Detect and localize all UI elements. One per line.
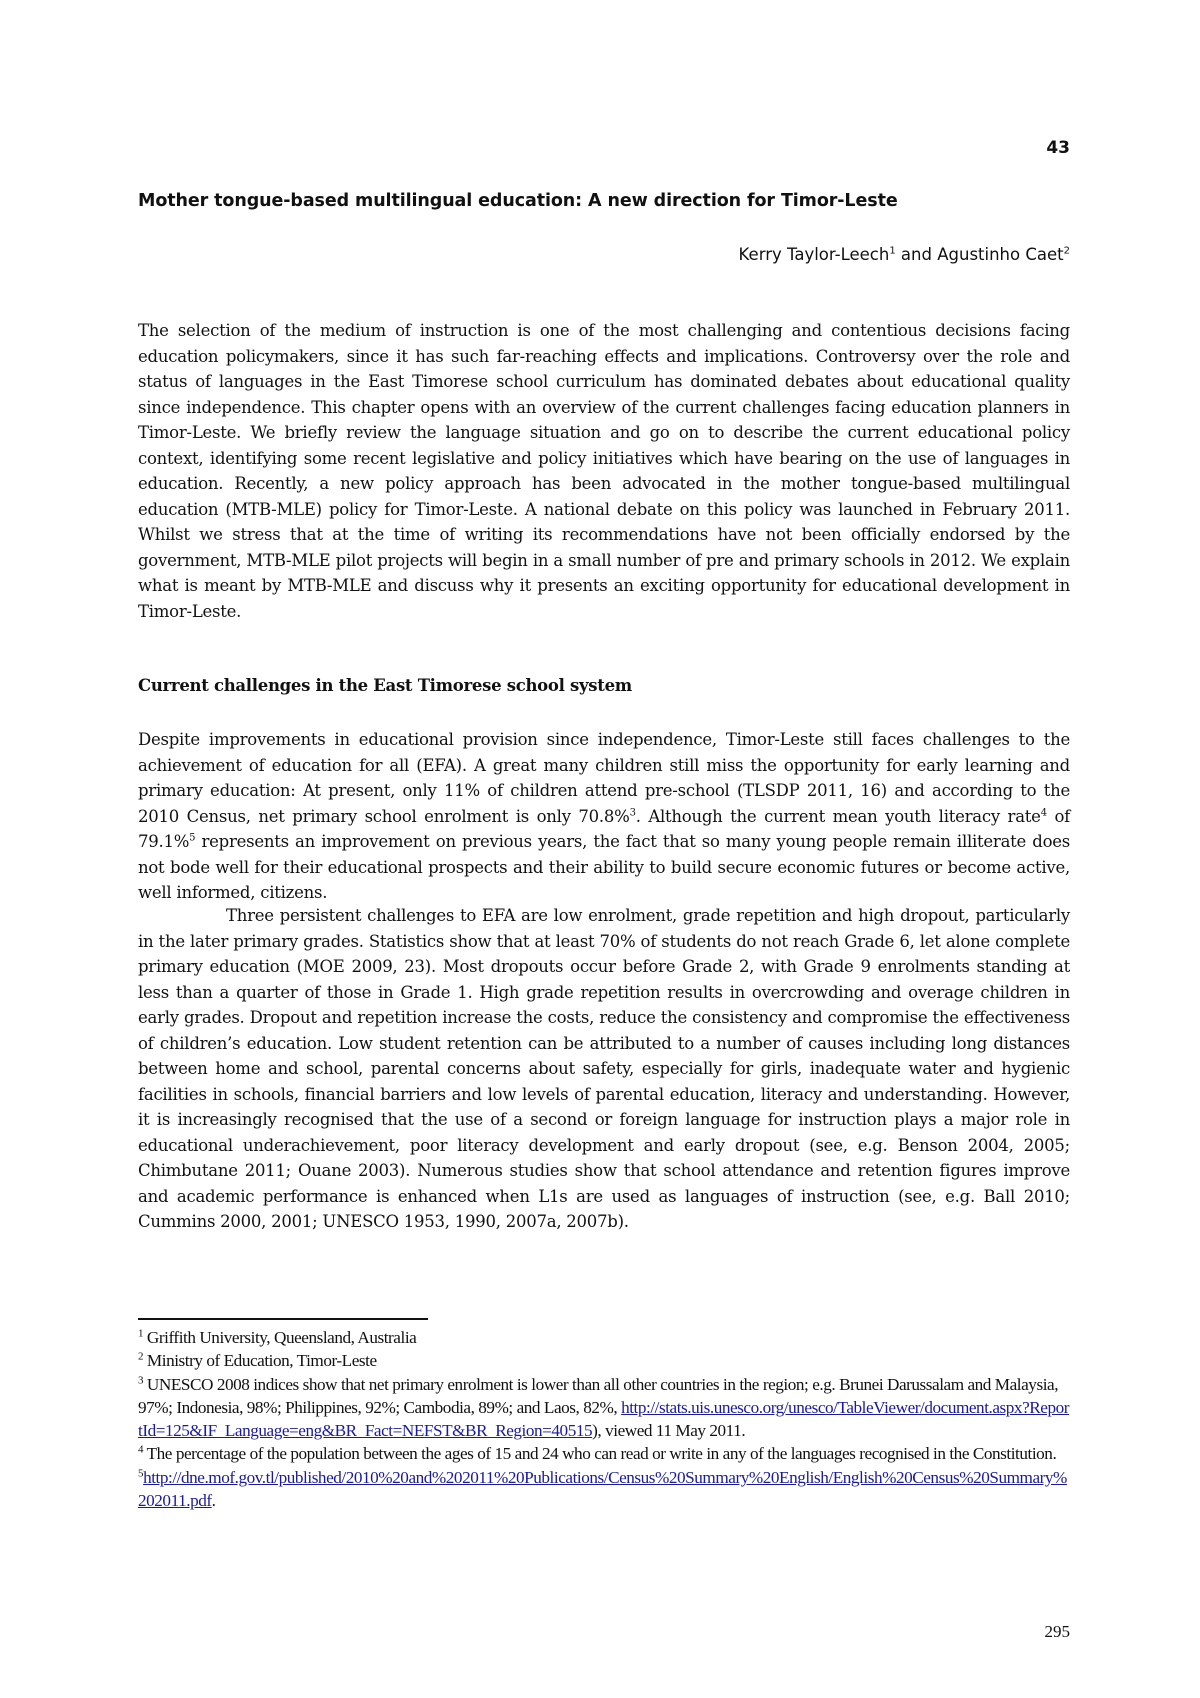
footnote-text: UNESCO 2008 indices show that net primary enrolment is lower than all other countries in the region; e.g. Brunei Darussalam and Malaysia, 97%; Indonesia, 98%; Philippines, 92%; Cambodia, 89%; and Laos, 82%, (138, 1374, 1059, 1417)
abstract-paragraph: The selection of the medium of instruction is one of the most challenging and contentious decisions facing education policymakers, since it has such far-reaching effects and implications. Controversy over the role and status of languages in the East Timorese school curriculum has dominated debates about educational quality since independence. This chapter opens with an overview of the current challenges facing education planners in Timor-Leste. We briefly review the language situation and go on to describe the current educational policy context, identifying some recent legislative and policy initiatives which have bearing on the use of languages in education. Recently, a new policy approach has been advocated in the mother tongue-based multilingual education (MTB-MLE) policy for Timor-Leste. A national debate on this policy was launched in February 2011. Whilst we stress that at the time of writing its recommendations have not been officially endorsed by the government, MTB-MLE pilot projects will begin in a small number of pre and primary schools in 2012. We explain what is meant by MTB-MLE and discuss why it presents an exciting opportunity for educational development in Timor-Leste. (138, 321, 1070, 621)
author-1: Kerry Taylor-Leech (738, 245, 890, 264)
paragraph-text: . Although the current mean youth literacy rate (635, 806, 1041, 826)
author-line (739, 245, 1070, 264)
footnote-divider (138, 1318, 428, 1320)
footnote-number: 4 (138, 1443, 144, 1456)
footnote-text: ), viewed 11 May 2011. (592, 1421, 746, 1441)
footnote-marker-5[interactable]: 5 (189, 832, 196, 844)
footnote-text: . (211, 1491, 216, 1511)
section-paragraph-1 (138, 727, 1070, 906)
chapter-title: Mother tongue-based multilingual education: A new direction for Timor-Leste (138, 191, 898, 211)
footnote-marker-2[interactable]: 2 (1063, 245, 1070, 257)
paragraph-text: represents an improvement on previous years, the fact that so many young people remain illiterate does not bode well for their educational prospects and their ability to build secure economic futures or become active, well informed, citizens. (138, 832, 1070, 902)
footnote-5 (138, 1466, 1070, 1513)
paragraph-text: Despite improvements in educational provision since independence, Timor-Leste still faces challenges to the achievement of education for all (EFA). A great many children still miss the opportunity for early learning and primary education: At present, only 11% of children attend pre-school (TLSDP 2011, 16) and according to the 2010 Census, net primary school enrolment is only 70.8% (138, 730, 1070, 826)
footnote-1 (138, 1326, 1070, 1349)
unesco-stats-link[interactable]: http://stats.uis.unesco.org/unesco/TableViewer/document.aspx?ReportId=125&IF_Language=eng&BR_Fact=NEFST&BR_Region=40515 (138, 1397, 1070, 1441)
footnote-number: 2 (138, 1350, 144, 1363)
footnote-2 (138, 1349, 1070, 1372)
author-connector: and (895, 245, 938, 264)
footnote-marker-1[interactable]: 1 (889, 245, 896, 257)
footnotes (138, 1326, 1070, 1512)
footnote-number: 5 (138, 1467, 144, 1480)
footnote-number: 3 (138, 1373, 144, 1386)
author-2: Agustinho Caet (937, 245, 1064, 264)
footnote-text: Griffith University, Queensland, Australia (143, 1328, 417, 1347)
chapter-number: 43 (1046, 138, 1070, 158)
footnote-4 (138, 1442, 1070, 1465)
footnote-marker-3[interactable]: 3 (629, 807, 636, 818)
footnote-3 (138, 1373, 1070, 1443)
page-number: 295 (1044, 1622, 1070, 1641)
footnote-marker-4[interactable]: 4 (1040, 807, 1047, 818)
footnote-text: Ministry of Education, Timor-Leste (143, 1351, 377, 1371)
paragraph-text: of 79.1% (138, 806, 1070, 851)
section-paragraph-2: Three persistent challenges to EFA are low enrolment, grade repetition and high dropout, particularly in the later primary grades. Statistics show that at least 70% of students do not reach Grade 6, let alone complete primary education (MOE 2009, 23). Most dropouts occur before Grade 2, with Grade 9 enrolments standing at less than a quarter of those in Grade 1. High grade repetition results in overcrowding and overage children in early grades. Dropout and repetition increase the costs, reduce the consistency and compromise the effectiveness of children’s education. Low student retention can be attributed to a number of causes including long distances between home and school, parental concerns about safety, especially for girls, inadequate water and hygienic facilities in schools, financial barriers and low levels of parental education, literacy and understanding. However, it is increasingly recognised that the use of a second or foreign language for instruction plays a major role in educational underachievement, poor literacy development and early dropout (see, e.g. Benson 2004, 2005; Chimbutane 2011; Ouane 2003). Numerous studies show that school attendance and retention figures improve and academic performance is enhanced when L1s are used as languages of instruction (see, e.g. Ball 2010; Cummins 2000, 2001; UNESCO 1953, 1990, 2007a, 2007b). (138, 906, 1070, 1231)
section-heading: Current challenges in the East Timorese school system (138, 676, 632, 695)
census-summary-link[interactable]: http://dne.mof.gov.tl/published/2010%20and%202011%20Publications/Census%20Summary%20English/English%20Census%20Summary%202011.pdf (138, 1467, 1067, 1511)
footnote-number: 1 (138, 1327, 144, 1340)
footnote-text: The percentage of the population between the ages of 15 and 24 who can read or write in any of the languages recognised in the Constitution. (143, 1444, 1057, 1464)
